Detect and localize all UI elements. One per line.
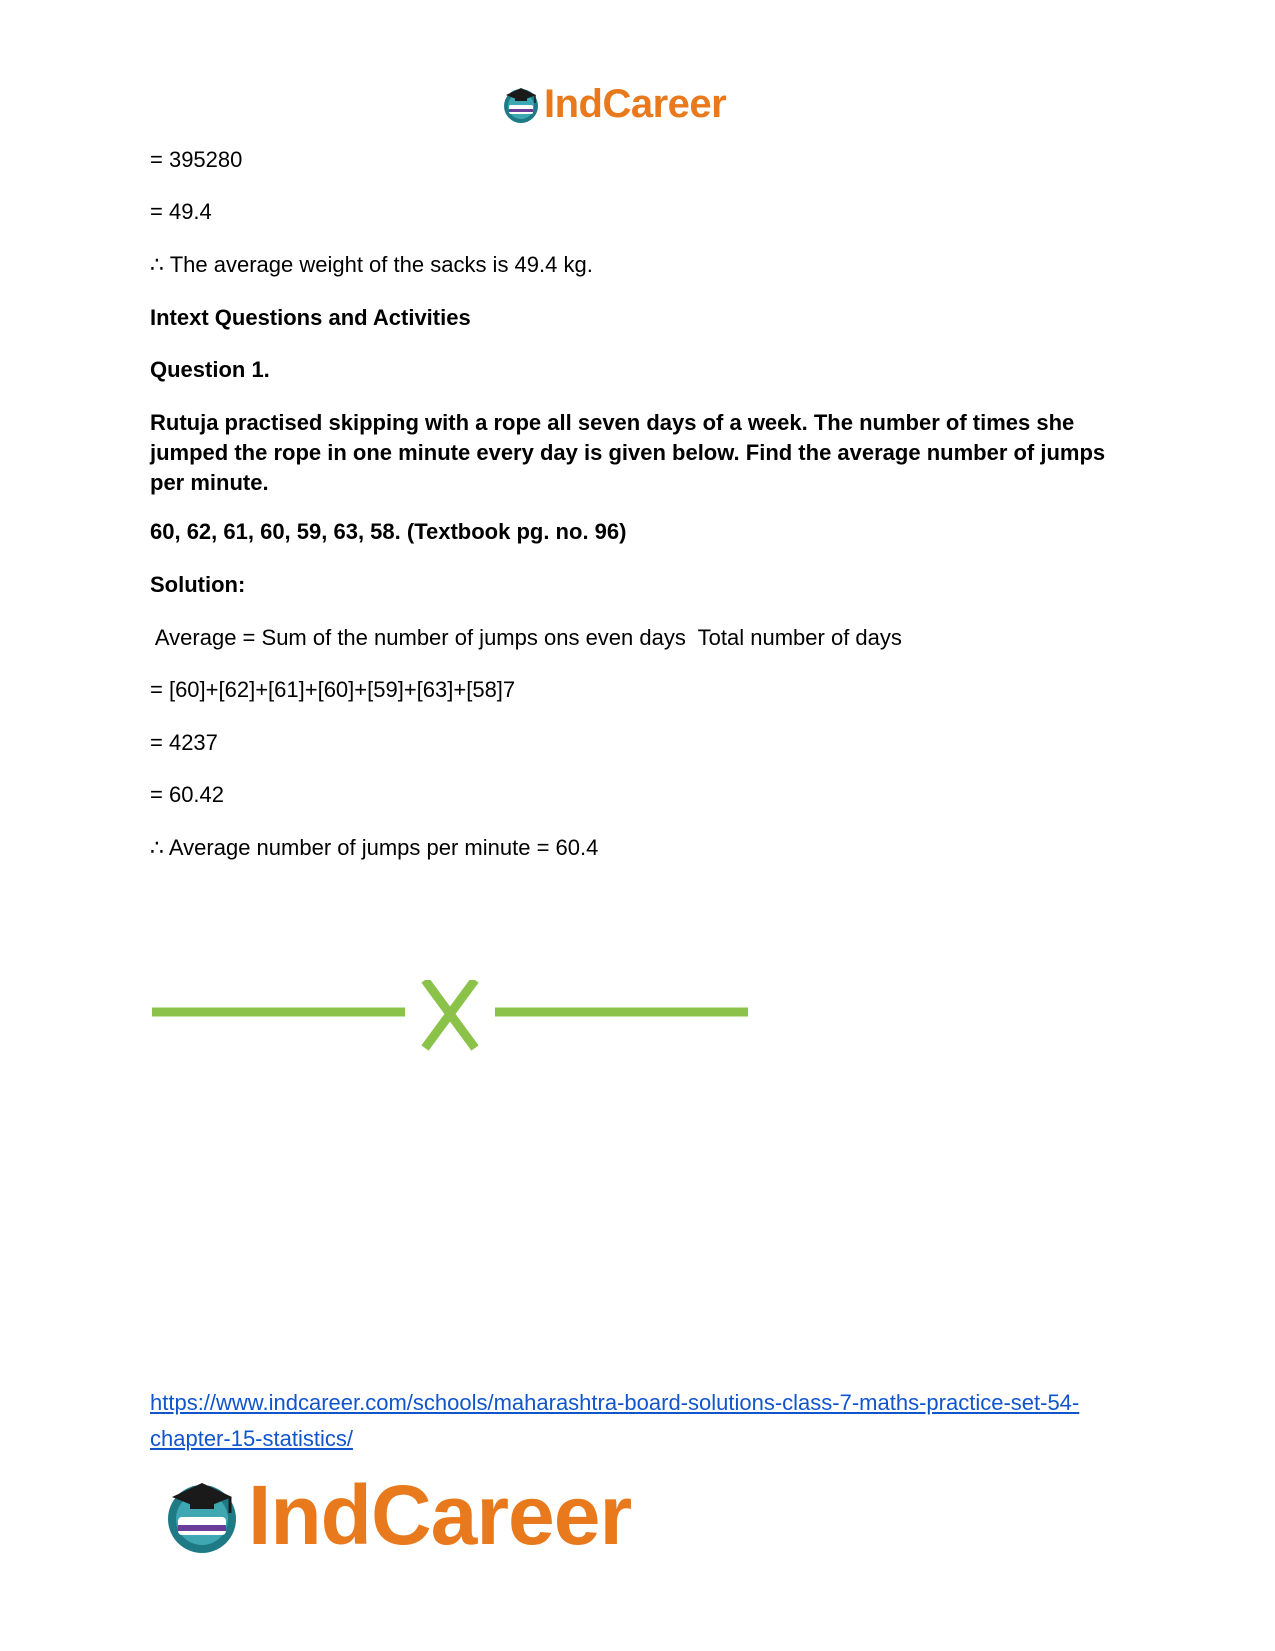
solution-formula: Average = Sum of the number of jumps ons even days Total number of days [150, 625, 902, 650]
graduation-globe-icon [160, 1473, 244, 1557]
graduation-globe-icon [500, 83, 542, 125]
question-text: Rutuja practised skipping with a rope all seven days of a week. The number of times she jumped the rope in one minute every day is given below. Find the average number of jumps per minute. [150, 410, 1106, 495]
footer-logo [160, 1467, 632, 1562]
question-label: Question 1. [150, 357, 270, 382]
conclusion-line-2: ∴ Average number of jumps per minute = 60.4 [150, 835, 599, 860]
source-link[interactable]: https://www.indcareer.com/schools/maharashtra-board-solutions-class-7-maths-practice-set-54-chapter-15-statistics/ [150, 1390, 1080, 1451]
solution-label: Solution: [150, 572, 246, 597]
header-logo [500, 78, 726, 130]
header-logo-text: IndCareer [544, 81, 727, 126]
footer-logo-text: IndCareer [248, 1467, 632, 1562]
solution-total-line: = 4237 [150, 730, 218, 755]
question-data: 60, 62, 61, 60, 59, 63, 58. (Textbook pg. no. 96) [150, 519, 627, 544]
solution-sum-line: = [60]+[62]+[61]+[60]+[59]+[63]+[58]7 [150, 677, 516, 702]
section-heading: Intext Questions and Activities [150, 305, 471, 330]
solution-result-line: = 60.42 [150, 782, 225, 807]
section-divider [150, 980, 750, 1060]
calc-line-1: = 395280 [150, 147, 243, 172]
conclusion-line-1: ∴ The average weight of the sacks is 49.4 kg. [150, 252, 593, 277]
calc-line-2: = 49.4 [150, 199, 212, 224]
